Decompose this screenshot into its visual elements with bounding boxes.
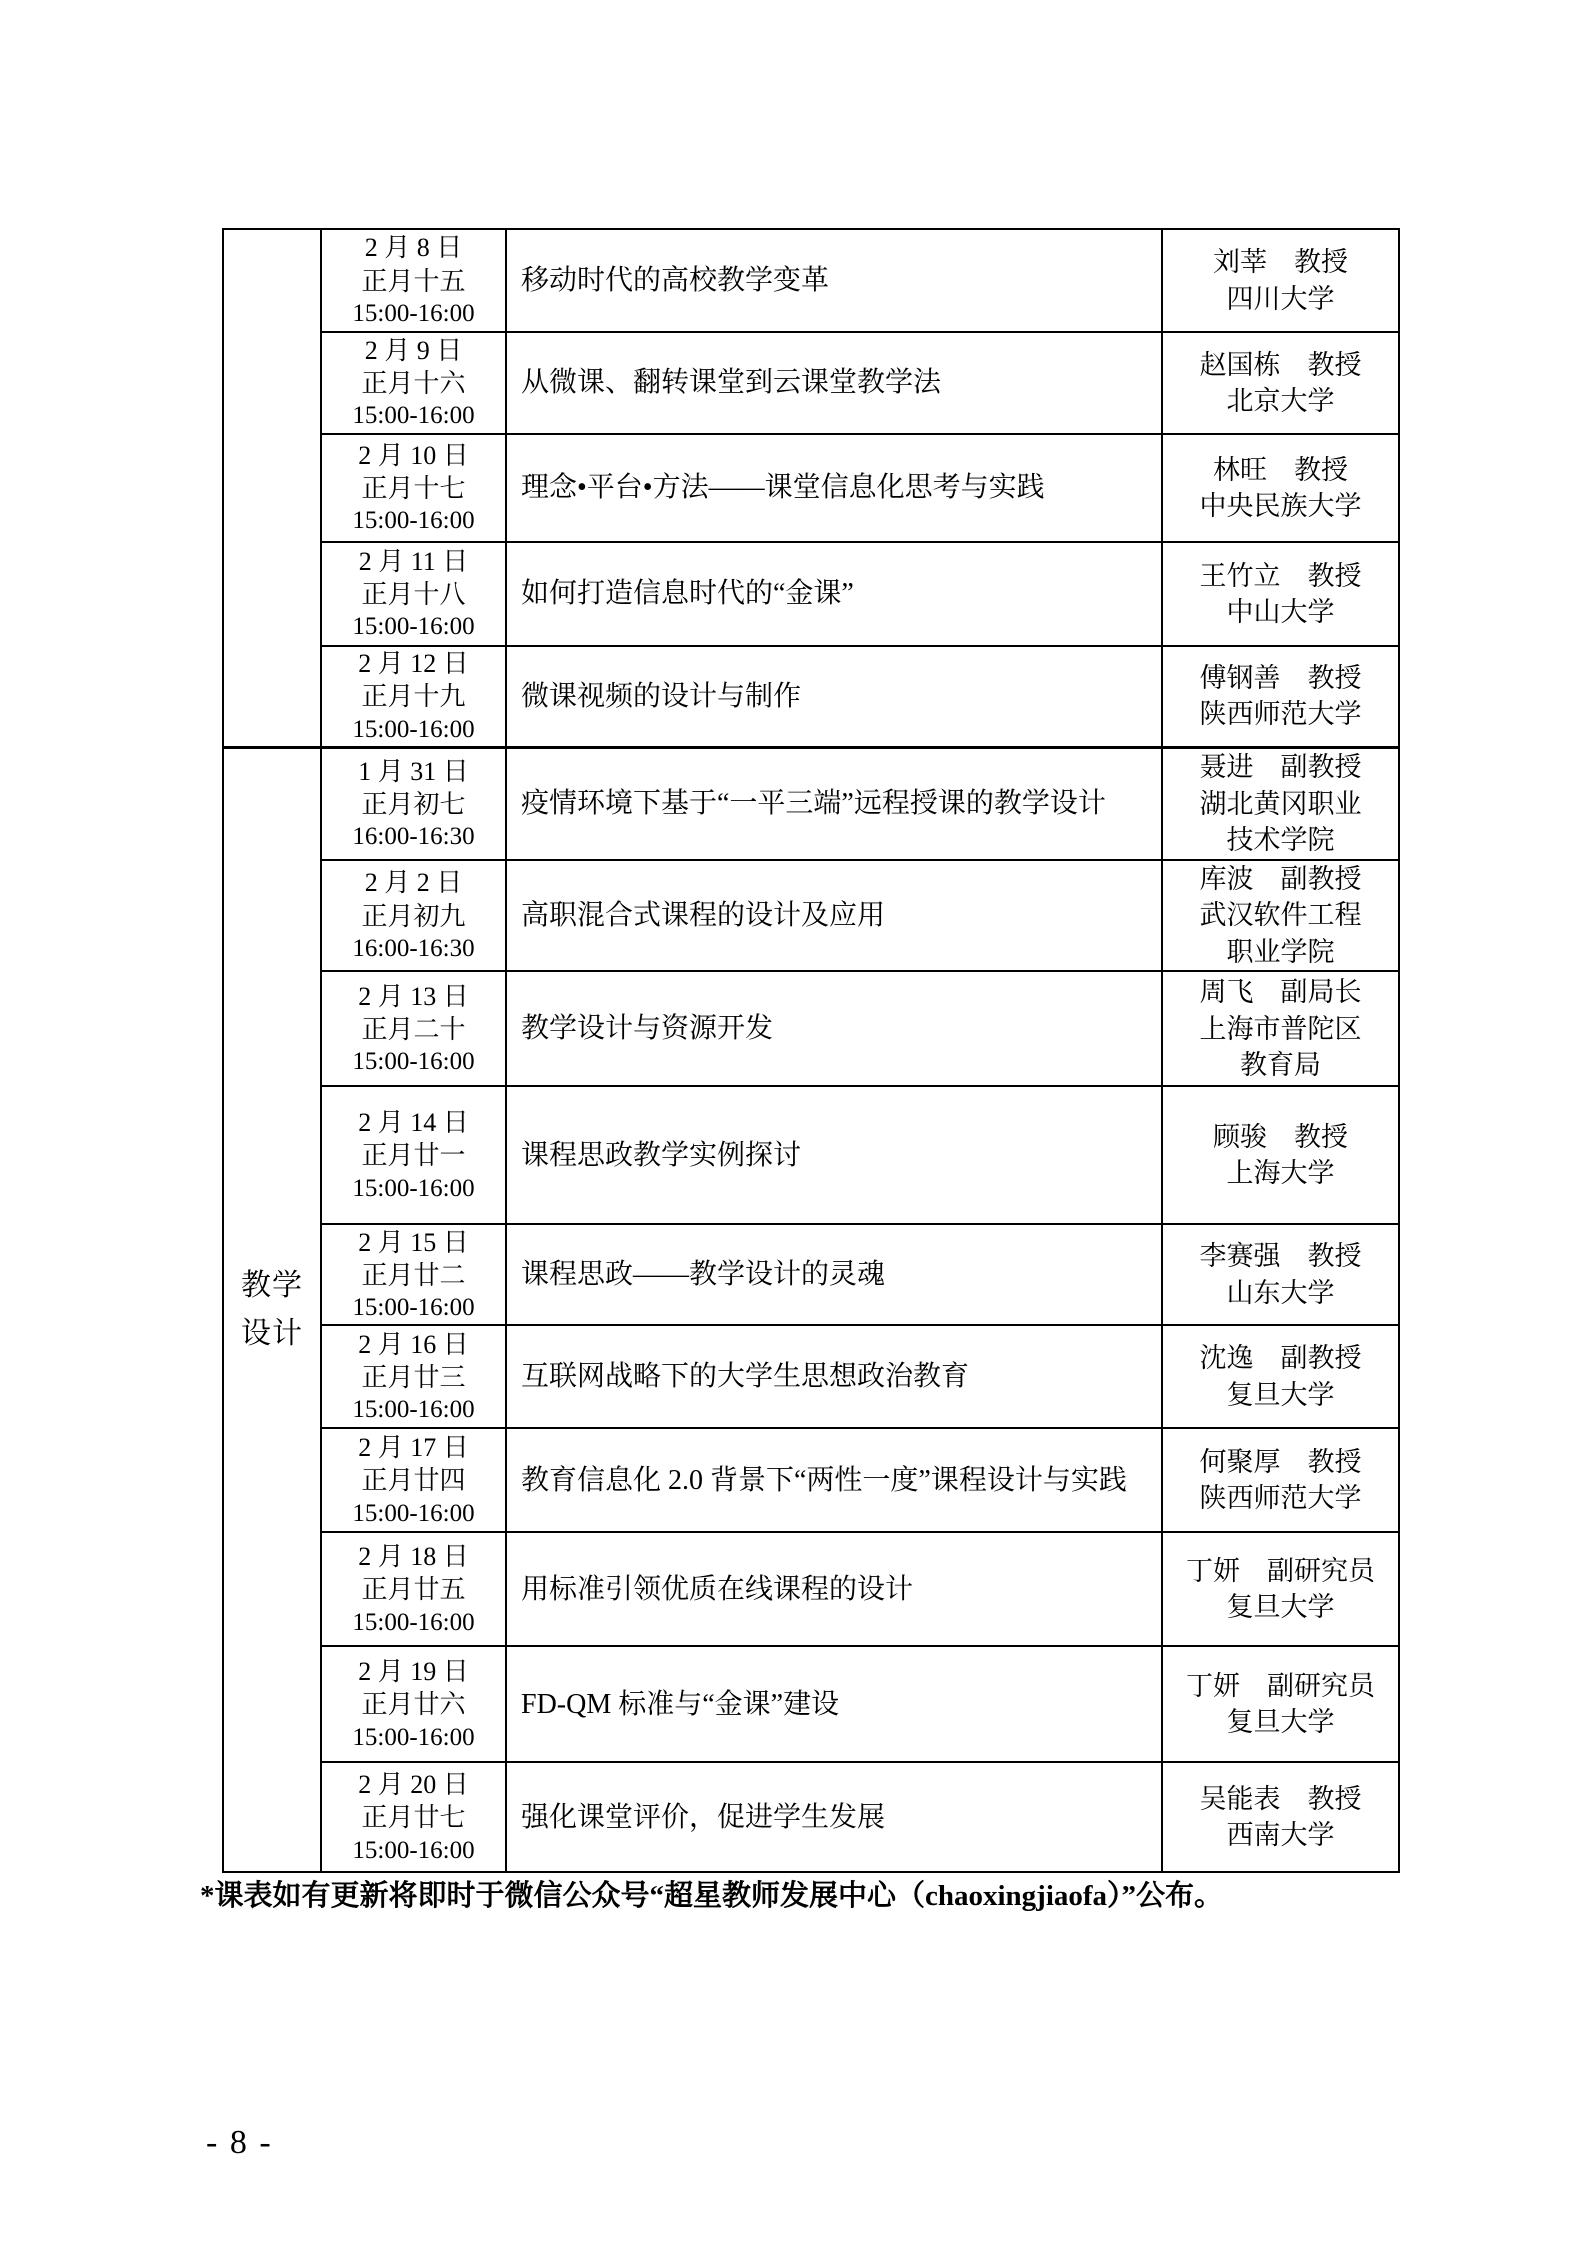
time-range: 15:00-16:00 (352, 1499, 475, 1527)
time-range: 15:00-16:00 (352, 1396, 475, 1424)
date-gregorian: 2 月 15 日 (358, 1227, 469, 1257)
table-row (223, 747, 1399, 860)
time-range: 15:00-16:00 (352, 402, 475, 430)
table-row (223, 1646, 1399, 1762)
schedule-table (222, 228, 1400, 1873)
table-row (223, 1086, 1399, 1224)
date-cell (321, 1428, 506, 1532)
course-title-cell (506, 747, 1162, 860)
speaker-organization-line1: 湖北黄冈职业 (1199, 788, 1362, 819)
speaker-organization-line1: 西南大学 (1226, 1820, 1335, 1851)
date-cell (321, 1532, 506, 1646)
speaker-organization-line1: 陕西师范大学 (1199, 1483, 1362, 1514)
speaker-name-and-title: 李赛强 教授 (1199, 1241, 1362, 1272)
date-lunar: 正月初七 (361, 789, 466, 819)
speaker-organization-line1: 中央民族大学 (1199, 491, 1362, 521)
speaker-cell (1162, 1086, 1399, 1224)
time-range: 15:00-16:00 (352, 1048, 475, 1076)
course-title-cell (506, 1325, 1162, 1428)
speaker-cell (1162, 1325, 1399, 1428)
date-gregorian: 2 月 16 日 (358, 1329, 469, 1359)
date-gregorian: 2 月 12 日 (358, 649, 469, 678)
course-title-cell (506, 971, 1162, 1086)
date-gregorian: 2 月 13 日 (358, 981, 469, 1011)
date-gregorian: 2 月 18 日 (358, 1542, 469, 1572)
course-title: 如何打造信息时代的“金课” (521, 578, 854, 610)
date-cell (321, 434, 506, 542)
date-gregorian: 2 月 14 日 (358, 1108, 469, 1138)
date-gregorian: 2 月 9 日 (364, 335, 463, 365)
table-row (223, 542, 1399, 646)
table-row (223, 646, 1399, 747)
date-gregorian: 2 月 10 日 (358, 440, 469, 470)
time-range: 15:00-16:00 (352, 299, 475, 327)
date-gregorian: 2 月 17 日 (358, 1433, 469, 1463)
schedule-table-body (223, 229, 1399, 1872)
course-title: 理念•平台•方法——课堂信息化思考与实践 (521, 472, 1045, 504)
date-gregorian: 2 月 11 日 (358, 546, 469, 576)
speaker-organization-line1: 陕西师范大学 (1199, 699, 1362, 730)
date-lunar: 正月廿二 (361, 1260, 466, 1290)
course-title-cell (506, 1086, 1162, 1224)
course-title-cell (506, 542, 1162, 646)
date-lunar: 正月十五 (361, 266, 466, 296)
speaker-organization-line1: 四川大学 (1226, 283, 1335, 314)
course-title-cell (506, 434, 1162, 542)
time-range: 15:00-16:00 (352, 507, 475, 535)
course-title: FD-QM 标准与“金课”建设 (521, 1688, 840, 1720)
date-lunar: 正月十八 (361, 580, 466, 609)
speaker-name-and-title: 沈逸 副教授 (1199, 1343, 1362, 1374)
speaker-cell (1162, 1532, 1399, 1646)
speaker-organization-line1: 复旦大学 (1226, 1707, 1335, 1738)
table-row (223, 1762, 1399, 1872)
speaker-name-and-title: 周飞 副局长 (1199, 977, 1362, 1008)
date-cell (321, 1762, 506, 1872)
time-range: 15:00-16:00 (352, 1174, 475, 1202)
course-title-cell (506, 1224, 1162, 1325)
speaker-name-and-title: 丁妍 副研究员 (1186, 1670, 1375, 1701)
course-title-cell (506, 1428, 1162, 1532)
speaker-name-and-title: 丁妍 副研究员 (1186, 1555, 1375, 1586)
date-cell (321, 860, 506, 971)
speaker-organization-line1: 武汉软件工程 (1199, 900, 1362, 931)
course-title: 课程思政——教学设计的灵魂 (521, 1259, 886, 1291)
page-number: - 8 - (206, 2124, 273, 2161)
date-lunar: 正月廿四 (361, 1466, 466, 1496)
speaker-name-and-title: 吴能表 教授 (1199, 1783, 1362, 1814)
date-gregorian: 1 月 31 日 (358, 756, 469, 786)
speaker-cell (1162, 542, 1399, 646)
table-row (223, 1224, 1399, 1325)
course-title-cell (506, 1646, 1162, 1762)
speaker-organization-line1: 中山大学 (1226, 597, 1335, 627)
speaker-cell (1162, 1762, 1399, 1872)
course-title-cell (506, 1762, 1162, 1872)
course-title: 课程思政教学实例探讨 (521, 1139, 802, 1171)
speaker-cell (1162, 1224, 1399, 1325)
speaker-organization-line1: 复旦大学 (1226, 1592, 1335, 1623)
course-title: 疫情环境下基于“一平三端”远程授课的教学设计 (521, 788, 1106, 820)
category-label: 教学设计 (241, 1268, 303, 1350)
time-range: 16:00-16:30 (352, 823, 475, 851)
table-row (223, 1428, 1399, 1532)
course-title: 移动时代的高校教学变革 (521, 264, 830, 296)
date-cell (321, 747, 506, 860)
date-cell (321, 542, 506, 646)
speaker-cell (1162, 1428, 1399, 1532)
speaker-name-and-title: 林旺 教授 (1213, 454, 1348, 485)
speaker-name-and-title: 库波 副教授 (1199, 864, 1362, 895)
date-lunar: 正月廿五 (361, 1575, 466, 1605)
speaker-organization-line1: 北京大学 (1226, 386, 1335, 416)
date-cell (321, 646, 506, 747)
category-cell-teaching-design (223, 747, 321, 1872)
table-row (223, 434, 1399, 542)
speaker-cell (1162, 860, 1399, 971)
date-lunar: 正月廿三 (361, 1362, 466, 1392)
table-row (223, 1325, 1399, 1428)
time-range: 15:00-16:00 (352, 1723, 475, 1751)
speaker-cell (1162, 434, 1399, 542)
date-lunar: 正月廿六 (361, 1690, 466, 1720)
date-cell (321, 971, 506, 1086)
date-cell (321, 332, 506, 434)
speaker-organization-line1: 上海市普陀区 (1199, 1013, 1362, 1044)
date-lunar: 正月十九 (361, 682, 466, 712)
speaker-name-and-title: 赵国栋 教授 (1199, 349, 1362, 380)
speaker-name-and-title: 何聚厚 教授 (1199, 1446, 1362, 1477)
footnote: *课表如有更新将即时于微信公众号“超星教师发展中心（chaoxingjiaofa）”公布。 (200, 1880, 1224, 1912)
date-lunar: 正月十六 (361, 369, 466, 398)
date-gregorian: 2 月 8 日 (364, 233, 463, 263)
date-cell (321, 1646, 506, 1762)
speaker-organization-line2: 教育局 (1240, 1050, 1321, 1081)
table-row (223, 1532, 1399, 1646)
date-lunar: 正月十七 (361, 474, 466, 503)
table-row (223, 860, 1399, 971)
category-cell-blank (223, 229, 321, 747)
speaker-organization-line1: 上海大学 (1226, 1158, 1335, 1189)
speaker-cell (1162, 971, 1399, 1086)
date-lunar: 正月初九 (361, 901, 466, 931)
speaker-cell (1162, 747, 1399, 860)
speaker-organization-line1: 复旦大学 (1226, 1379, 1335, 1410)
speaker-organization-line2: 职业学院 (1226, 936, 1335, 967)
course-title: 教学设计与资源开发 (521, 1013, 774, 1045)
table-row (223, 229, 1399, 332)
course-title: 微课视频的设计与制作 (521, 680, 802, 712)
time-range: 16:00-16:30 (352, 934, 475, 962)
speaker-organization-line2: 技术学院 (1226, 825, 1335, 855)
speaker-organization-line1: 山东大学 (1226, 1277, 1335, 1308)
date-lunar: 正月廿七 (361, 1803, 466, 1833)
date-lunar: 正月廿一 (361, 1141, 466, 1171)
date-cell (321, 1086, 506, 1224)
speaker-name-and-title: 顾骏 教授 (1213, 1121, 1348, 1152)
course-title-cell (506, 332, 1162, 434)
course-title: 教育信息化 2.0 背景下“两性一度”课程设计与实践 (521, 1464, 1127, 1496)
time-range: 15:00-16:00 (352, 1836, 475, 1864)
time-range: 15:00-16:00 (352, 1608, 475, 1636)
course-title: 强化课堂评价，促进学生发展 (521, 1801, 886, 1833)
date-cell (321, 1224, 506, 1325)
date-lunar: 正月二十 (361, 1014, 466, 1044)
course-title-cell (506, 646, 1162, 747)
speaker-name-and-title: 刘莘 教授 (1213, 247, 1348, 278)
course-title: 用标准引领优质在线课程的设计 (521, 1573, 914, 1605)
speaker-cell (1162, 229, 1399, 332)
course-title: 从微课、翻转课堂到云课堂教学法 (521, 367, 942, 399)
table-row (223, 971, 1399, 1086)
speaker-name-and-title: 聂进 副教授 (1199, 752, 1362, 783)
speaker-name-and-title: 傅钢善 教授 (1199, 662, 1362, 693)
course-title-cell (506, 1532, 1162, 1646)
date-gregorian: 2 月 2 日 (364, 868, 463, 898)
date-cell (321, 229, 506, 332)
date-cell (321, 1325, 506, 1428)
time-range: 15:00-16:00 (352, 715, 475, 743)
time-range: 15:00-16:00 (352, 1294, 475, 1322)
time-range: 15:00-16:00 (352, 613, 475, 641)
speaker-cell (1162, 332, 1399, 434)
course-title: 高职混合式课程的设计及应用 (521, 899, 886, 931)
speaker-cell (1162, 646, 1399, 747)
course-title: 互联网战略下的大学生思想政治教育 (521, 1361, 970, 1393)
course-title-cell (506, 860, 1162, 971)
course-title-cell (506, 229, 1162, 332)
table-row (223, 332, 1399, 434)
speaker-name-and-title: 王竹立 教授 (1199, 560, 1362, 591)
date-gregorian: 2 月 20 日 (358, 1770, 469, 1800)
speaker-cell (1162, 1646, 1399, 1762)
date-gregorian: 2 月 19 日 (358, 1657, 469, 1687)
